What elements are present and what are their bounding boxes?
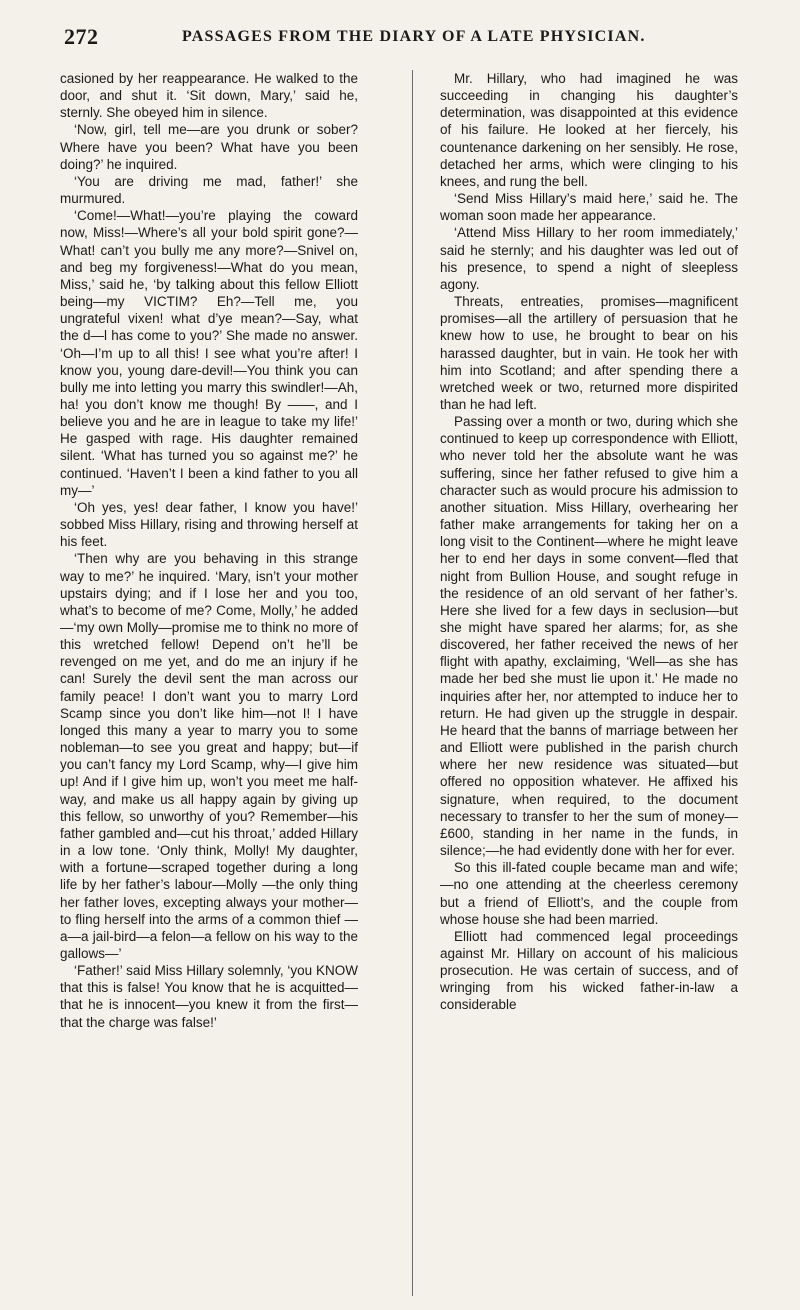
- paragraph: ‘Father!’ said Miss Hillary solemnly, ‘you KNOW that this is false! You know that he is acquitted—that he is innocent—you knew it from the first—that the charge was false!’: [60, 963, 358, 1030]
- paragraph: ‘Attend Miss Hillary to her room immediately,’ said he sternly; and his daughter was led out of his presence, to spend a night of sleepless agony.: [440, 225, 738, 292]
- paragraph: Passing over a month or two, during which she continued to keep up correspondence with Elliott, who never told her the absolute want he was suffering, since her father refused to give him a character such as would procure his admission to another situation. Miss Hillary, overhearing her father make arrangements for taking her on a long visit to the Continent—where he might leave her to end her days in some convent—fled that night from Bullion House, and sought refuge in the residence of an old servant of her father’s. Here she lived for a few days in seclusion—but she might have spared her alarms; for, as she discovered, her father received the news of her flight with apathy, exclaiming, ‘Well—as she has made her bed she must lie upon it.’ He made no inquiries after her, nor attempted to induce her to return. He had given up the struggle in despair. He heard that the banns of marriage between her and Elliott were published in the parish church where her new residence was situated—but offered no opposition whatever. He affixed his signature, when required, to the document necessary to transfer to her the sum of money—£600, standing in her name in the funds, in silence;—he had evidently done with her for ever.: [440, 414, 738, 859]
- left-column: [60, 70, 358, 1296]
- paragraph: Mr. Hillary, who had imagined he was succeeding in changing his daughter’s determination, was disappointed at this evidence of his failure. He looked at her fiercely, his countenance darkening on her sensibly. He rose, detached her arms, which were clinging to his knees, and rung the bell.: [440, 71, 738, 189]
- page-header: [64, 24, 784, 50]
- paragraph: So this ill-fated couple became man and wife;—no one attending at the cheerless ceremony but a friend of Elliott’s, and the couple from whose house she had been married.: [440, 860, 738, 927]
- column-divider: [412, 70, 413, 1296]
- paragraph: ‘Oh yes, yes! dear father, I know you have!’ sobbed Miss Hillary, rising and throwing herself at his feet.: [60, 499, 358, 550]
- paragraph: ‘Then why are you behaving in this strange way to me?’ he inquired. ‘Mary, isn’t your mother upstairs dying; and if I lose her and you too, what’s to become of me? Come, Molly,’ he added —‘my own Molly—promise me to think no more of this wretched fellow! Depend on’t he’ll be revenged on me yet, and do me an injury if he can! Surely the devil sent the man across our family peace! I don’t want you to marry Lord Scamp since you don’t like him—not I! I have longed this many a year to marry you to some nobleman—to see you great and happy; but—if you can’t fancy my Lord Scamp, why—I give him up! And if I give him up, won’t you meet me half-way, and make us all happy again by giving up this fellow, so unworthy of you? Remember—his father gambled and—cut his throat,’ added Hillary in a low tone. ‘Only think, Molly! My daughter, with a fortune—scraped together during a long life by her father’s labour—Molly —the only thing her father loves, excepting always your mother—to fling herself into the arms of a common thief —a—a jail-bird—a felon—a fellow on his way to the gallows—’: [60, 551, 358, 961]
- paragraph: ‘Send Miss Hillary’s maid here,’ said he. The woman soon made her appearance.: [440, 191, 738, 224]
- paragraph: ‘You are driving me mad, father!’ she murmured.: [60, 173, 358, 207]
- paragraph: Threats, entreaties, promises—magnificent promises—all the artillery of persuasion that he knew how to use, he brought to bear on his harassed daughter, but in vain. He took her with him into Scotland; and after spending there a wretched week or two, returned more dispirited than he had left.: [440, 294, 738, 412]
- paragraph: ‘Now, girl, tell me—are you drunk or sober? Where have you been? What have you been doing?’ he inquired.: [60, 122, 358, 172]
- right-column: [440, 70, 738, 1296]
- page-number: 272: [64, 24, 99, 49]
- running-head: PASSAGES FROM THE DIARY OF A LATE PHYSICIAN.: [182, 28, 646, 45]
- paragraph: Elliott had commenced legal proceedings against Mr. Hillary on account of his malicious prosecution. He was certain of success, and of wringing from his wicked father-in-law a considerable: [440, 928, 738, 1013]
- paragraph: casioned by her reappearance. He walked to the door, and shut it. ‘Sit down, Mary,’ said he, sternly. She obeyed him in silence.: [60, 71, 358, 121]
- paragraph: ‘Come!—What!—you’re playing the coward now, Miss!—Where’s all your bold spirit gone?—What! can’t you bully me any more?—Snivel on, and beg my forgiveness!—What do you mean, Miss,’ said he, ‘by talking about this fellow Elliott being—my VICTIM? Eh?—Tell me, you ungrateful vixen! what d’ye mean?—Say, what the d—l has come to you?’ She made no answer. ‘Oh—I’m up to all this! I see what you’re after! I know you, young dare-devil!—You think you can bully me into letting you marry this swindler!—Ah, ha! you don’t know me though! By ——, and I believe you and he are in league to take my life!’ He gasped with rage. His daughter remained silent. ‘What has turned you so against me?’ he continued. ‘Haven’t I been a kind father to you all my—’: [60, 208, 358, 498]
